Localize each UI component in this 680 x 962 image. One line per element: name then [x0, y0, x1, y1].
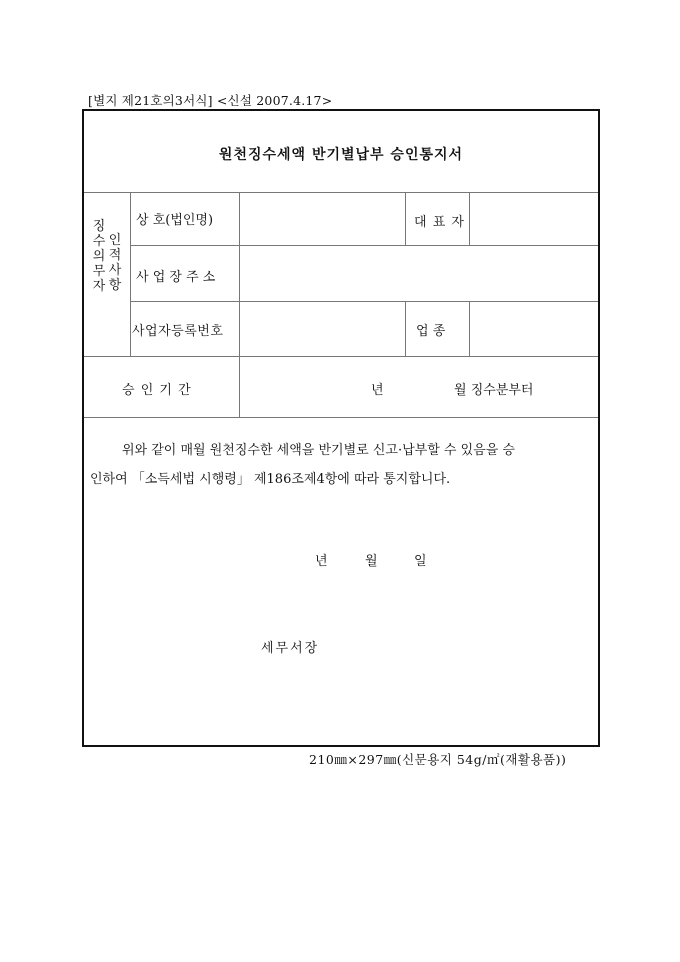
company-name-label: 상 호(법인명)	[136, 213, 214, 228]
notice-body-line1: 위와 같이 매월 원천징수한 세액을 반기별로 신고·납부할 수 있음을 승	[122, 443, 515, 458]
approval-period-label: 승 인 기 간	[122, 383, 192, 398]
date-month: 월	[365, 554, 378, 569]
form-number-note: [별지 제21호의3서식] <신설 2007.4.17>	[88, 93, 333, 108]
divider	[405, 301, 406, 356]
date-day: 일	[414, 554, 427, 569]
notice-body	[90, 436, 584, 494]
divider	[84, 356, 598, 357]
approval-notice-form	[82, 109, 600, 747]
divider	[405, 192, 406, 245]
divider	[130, 301, 598, 302]
approval-month-from: 월 징수분부터	[454, 383, 534, 398]
divider	[239, 192, 240, 417]
registration-number-label: 사업자등록번호	[132, 324, 224, 339]
approval-year: 년	[371, 383, 384, 398]
divider	[469, 301, 470, 356]
tax-office-head: 세무서장	[261, 641, 320, 656]
date-year: 년	[315, 554, 328, 569]
divider	[84, 417, 598, 418]
notice-body-line2: 인하여 「소득세법 시행령」 제186조제4항에 따라 통지합니다.	[90, 472, 451, 487]
divider	[84, 192, 598, 193]
divider	[469, 192, 470, 245]
representative-label: 대 표 자	[414, 215, 465, 230]
section-label-withholder: 징 수 의 무 자	[92, 219, 106, 294]
business-address-label: 사 업 장 주 소	[136, 270, 216, 285]
divider	[130, 245, 598, 246]
section-label-personal-info: 인 적 사 항	[108, 233, 122, 293]
divider	[130, 192, 131, 356]
form-title: 원천징수세액 반기별납부 승인통지서	[218, 147, 464, 163]
business-type-label: 업 종	[416, 324, 446, 339]
paper-spec-note: 210㎜×297㎜(신문용지 54g/㎡(재활용품))	[309, 752, 567, 767]
